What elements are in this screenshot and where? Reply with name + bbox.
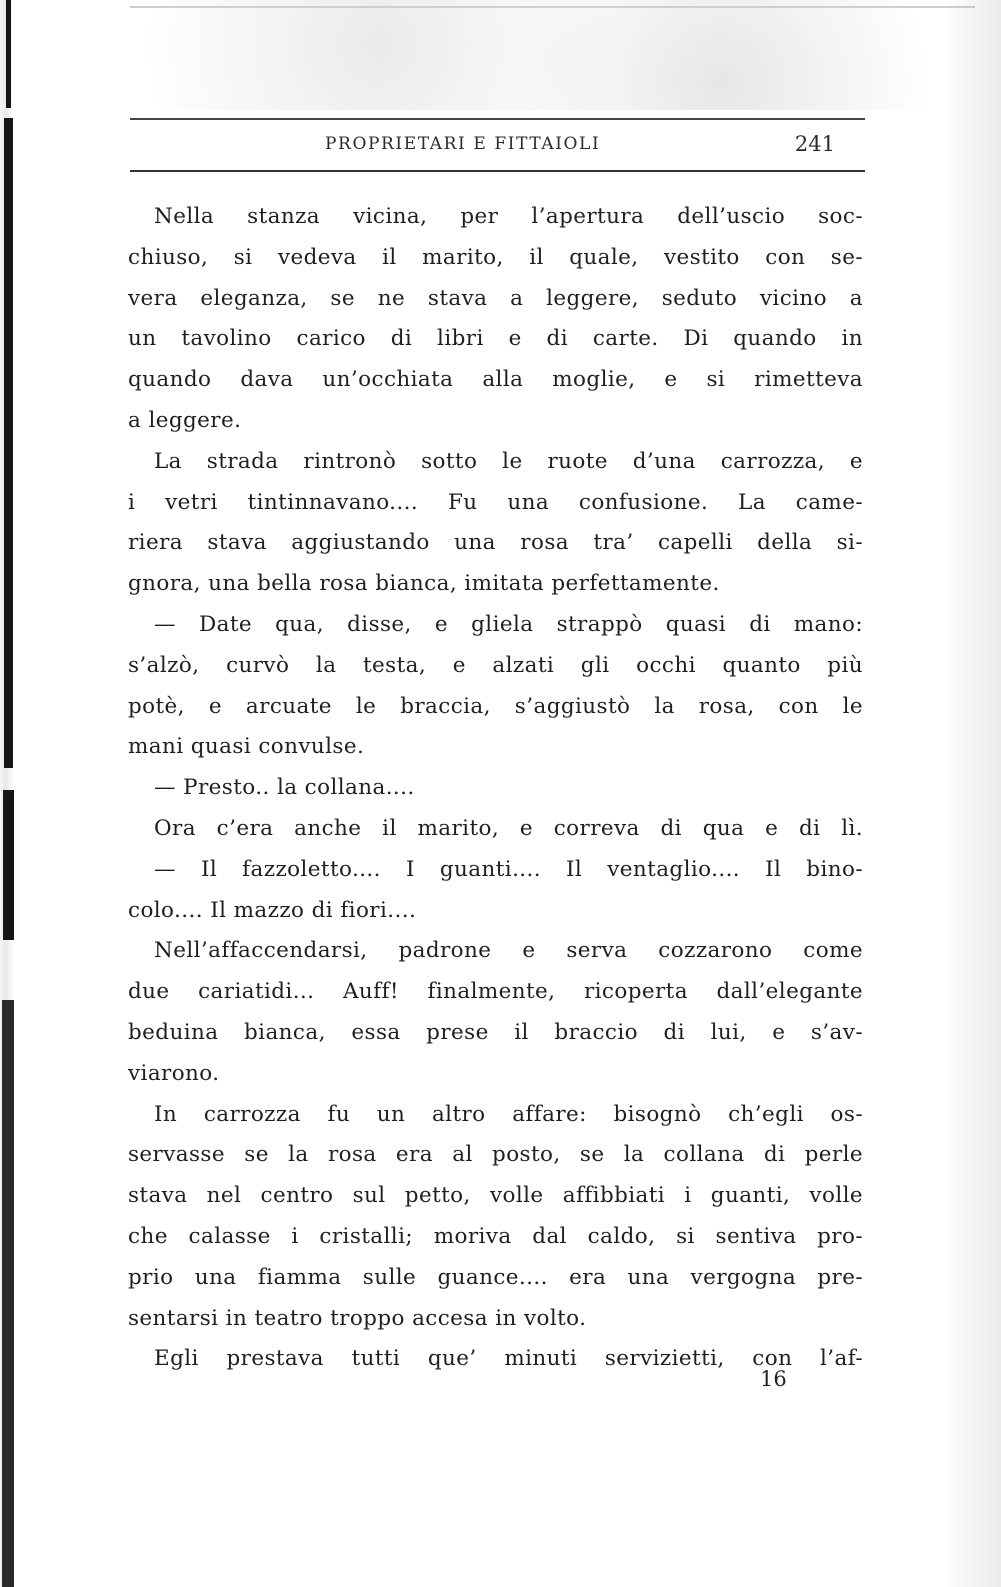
scan-speckle — [120, 0, 980, 110]
text-line: servasse se la rosa era al posto, se la collana di perle — [128, 1142, 863, 1168]
text-line: mani quasi convulse. — [128, 734, 365, 760]
text-line: gnora, una bella rosa bianca, imitata perfettamente. — [128, 571, 720, 597]
spine-edge — [2, 1000, 14, 1587]
scan-edge-line — [130, 6, 975, 8]
text-line: viarono. — [128, 1060, 220, 1086]
text-line: vera eleganza, se ne stava a leggere, seduto vicino a — [128, 285, 863, 311]
spine-edge — [3, 790, 14, 940]
running-title: PROPRIETARI E FITTAIOLI — [325, 134, 601, 154]
spine-edge — [6, 0, 11, 108]
text-line: stava nel centro sul petto, volle affibbiati i guanti, volle — [128, 1183, 863, 1209]
body-text — [128, 197, 863, 1380]
running-header — [130, 118, 865, 172]
text-line: Nella stanza vicina, per l’apertura dell’uscio soc- — [154, 204, 863, 229]
text-line: due cariatidi... Auff! finalmente, ricoperta dall’elegante — [128, 979, 863, 1005]
text-line: — Date qua, disse, e gliela strappò quasi di mano: — [154, 611, 863, 637]
page-edge-shadow — [941, 0, 1001, 1587]
spine-edge — [4, 118, 13, 768]
text-line: colo.... Il mazzo di fiori.... — [128, 897, 417, 923]
text-line: i vetri tintinnavano.... Fu una confusione. La came- — [128, 489, 863, 515]
text-line: potè, e arcuate le braccia, s’aggiustò la rosa, con le — [128, 693, 863, 719]
text-line: beduina bianca, essa prese il braccio di lui, e s’av- — [128, 1019, 863, 1045]
text-line: chiuso, si vedeva il marito, il quale, vestito con se- — [128, 244, 863, 270]
text-line: che calasse i cristalli; moriva dal caldo, si sentiva pro- — [128, 1223, 863, 1249]
text-line: un tavolino carico di libri e di carte. Di quando in — [128, 326, 863, 352]
text-line: riera stava aggiustando una rosa tra’ capelli della si- — [128, 530, 863, 556]
text-line: In carrozza fu un altro affare: bisognò ch’egli os- — [154, 1101, 863, 1127]
text-line: Egli prestava tutti que’ minuti servizietti, con l’af- — [154, 1346, 863, 1372]
text-line: sentarsi in teatro troppo accesa in volto. — [128, 1305, 587, 1331]
text-line: — Il fazzoletto.... I guanti.... Il ventaglio.... Il bino- — [154, 856, 863, 882]
text-line: — Presto.. la collana.... — [154, 775, 415, 801]
text-line: prio una fiamma sulle guance.... era una vergogna pre- — [128, 1264, 863, 1290]
text-line: La strada rintronò sotto le ruote d’una carrozza, e — [154, 448, 863, 474]
text-line: a leggere. — [128, 407, 242, 433]
text-line: quando dava un’occhiata alla moglie, e si rimetteva — [128, 367, 863, 393]
text-line: Nell’affaccendarsi, padrone e serva cozzarono come — [154, 938, 863, 964]
text-line: s’alzò, curvò la testa, e alzati gli occhi quanto più — [128, 652, 863, 678]
page-number: 241 — [794, 132, 835, 156]
signature-mark: 16 — [760, 1367, 787, 1391]
text-line: Ora c’era anche il marito, e correva di qua e di lì. — [154, 815, 863, 841]
